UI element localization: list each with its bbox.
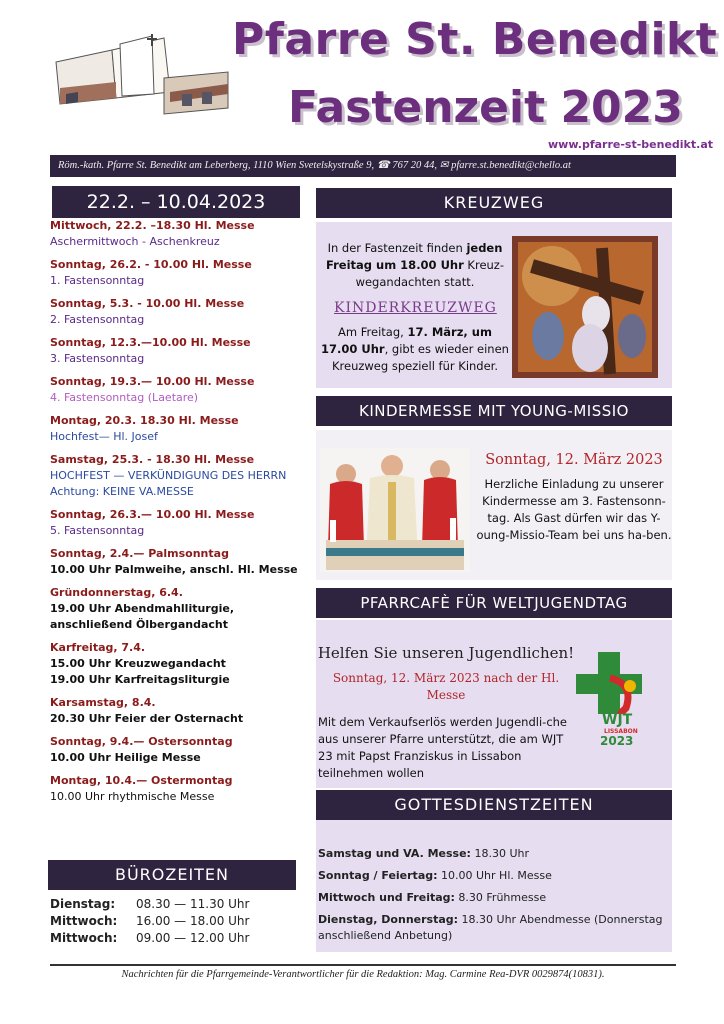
kreuzweg-panel (316, 222, 672, 388)
schedule-item (50, 257, 300, 289)
schedule-description: HOCHFEST — VERKÜNDIGUNG DES HERRN (50, 469, 287, 482)
schedule-description: Aschermittwoch - Aschenkreuz (50, 235, 220, 248)
office-heading (48, 860, 296, 890)
kindermesse-panel (316, 430, 672, 580)
schedule-date: Mittwoch, 22.2. –18.30 Hl. Messe (50, 219, 255, 232)
office-time: 09.00 — 12.00 Uhr (136, 931, 250, 945)
schedule-date: Sonntag, 2.4.— Palmsonntag (50, 547, 229, 560)
service-label: Samstag und VA. Messe: (318, 847, 471, 860)
kindermesse-text: Herzliche Einladung zu unserer Kindermesse am 3. Fastensonn-tag. Als Gast dürfen wir das Y-oung-Missio-Team bei uns ha-ben. (476, 477, 672, 542)
schedule-description: Achtung: KEINE VA.MESSE (50, 485, 194, 498)
young-missio-photo (320, 448, 470, 572)
schedule-description: 19.00 Uhr Abendmahlliturgie, (50, 602, 235, 615)
schedule-item (50, 296, 300, 328)
office-day: Mittwoch: (50, 931, 118, 945)
service-time-row (318, 868, 668, 884)
schedule-item (50, 374, 300, 406)
schedule-date: Montag, 20.3. 18.30 Hl. Messe (50, 414, 239, 427)
gottesdienst-heading-label: GOTTESDIENSTZEITEN (394, 795, 594, 814)
title-season: Fastenzeit 2023 (288, 82, 683, 133)
wjt-logo-text: WJT (602, 712, 633, 728)
schedule-date: Samstag, 25.3. - 18.30 Hl. Messe (50, 453, 255, 466)
gottesdienst-heading (316, 790, 672, 820)
schedule-date: Karsamstag, 8.4. (50, 696, 156, 709)
footer-imprint: Nachrichten für die Pfarrgemeinde-Verantwortlicher für die Redaktion: Mag. Carmine Rea-DVR 0029874(10831). (50, 964, 676, 980)
kinderkreuzweg-heading: KINDERKREUZWEG (334, 300, 497, 316)
wjt-logo (574, 648, 650, 748)
kreuzweg-text: In der Fastenzeit finden jeden Freitag um 18.00 Uhr Kreuz-wegandachten statt. (325, 241, 504, 289)
address-bar: Röm.-kath. Pfarre St. Benedikt am Leberberg, 1110 Wien Svetelskystraße 9, ☎ 767 20 44, ✉ pfarre.st.benedikt@chello.at (50, 155, 676, 177)
schedule-date: Sonntag, 26.3.— 10.00 Hl. Messe (50, 508, 255, 521)
pfarrcafe-heading (316, 588, 672, 618)
kinderkreuzweg-text: Am Freitag, 17. März, um 17.00 Uhr, gibt es wieder einen Kreuzweg speziell für Kinder. (321, 325, 509, 373)
title-parish: Pfarre St. Benedikt (232, 14, 718, 65)
kreuzweg-painting (512, 236, 658, 378)
schedule-date: Gründonnerstag, 6.4. (50, 586, 183, 599)
schedule-item (50, 640, 300, 688)
schedule-item (50, 695, 300, 727)
office-row (50, 896, 296, 913)
schedule-description: 10.00 Uhr Palmweihe, anschl. Hl. Messe (50, 563, 298, 576)
schedule-date: Montag, 10.4.— Ostermontag (50, 774, 233, 787)
office-time: 16.00 — 18.00 Uhr (136, 914, 250, 928)
wjt-logo-year: 2023 (600, 734, 634, 748)
office-row (50, 913, 296, 930)
kreuzweg-heading (316, 188, 672, 218)
church-logo (52, 34, 232, 124)
schedule-item (50, 218, 300, 250)
schedule-description: 10.00 Uhr rhythmische Messe (50, 790, 215, 803)
schedule-item (50, 773, 300, 805)
kindermesse-heading-label: KINDERMESSE MIT YOUNG-MISSIO (359, 402, 629, 420)
pfarrcafe-date: Sonntag, 12. März 2023 nach der Hl. Messe (332, 671, 560, 702)
service-label: Dienstag, Donnerstag: (318, 913, 459, 926)
schedule-date: Sonntag, 12.3.—10.00 Hl. Messe (50, 336, 251, 349)
schedule-date: Sonntag, 9.4.— Ostersonntag (50, 735, 233, 748)
pfarrcafe-subheading: Helfen Sie unseren Jugendlichen! (317, 644, 575, 662)
service-label: Sonntag / Feiertag: (318, 869, 438, 882)
schedule-description: anschließend Ölbergandacht (50, 618, 228, 631)
schedule-item (50, 585, 300, 633)
service-value: 18.30 Uhr (470, 847, 529, 860)
office-day: Mittwoch: (50, 914, 118, 928)
schedule-description: 1. Fastensonntag (50, 274, 145, 287)
schedule-list (50, 218, 300, 812)
office-day: Dienstag: (50, 897, 116, 911)
schedule-date: Sonntag, 5.3. - 10.00 Hl. Messe (50, 297, 245, 310)
schedule-item (50, 335, 300, 367)
pfarrcafe-heading-label: PFARRCAFÈ FÜR WELTJUGENDTAG (360, 594, 628, 612)
service-time-row (318, 846, 668, 862)
schedule-description: 15.00 Uhr Kreuzwegandacht (50, 657, 226, 670)
schedule-heading (52, 186, 300, 218)
schedule-description: 5. Fastensonntag (50, 524, 145, 537)
service-time-row (318, 890, 668, 906)
office-time: 08.30 — 11.30 Uhr (136, 897, 250, 911)
schedule-item (50, 507, 300, 539)
schedule-date: Karfreitag, 7.4. (50, 641, 146, 654)
schedule-description: 3. Fastensonntag (50, 352, 145, 365)
schedule-item (50, 546, 300, 578)
service-time-row (318, 912, 668, 944)
pfarrcafe-panel (316, 620, 672, 788)
schedule-description: 10.00 Uhr Heilige Messe (50, 751, 201, 764)
service-value: 18.30 Uhr Abendmesse (Donnerstag anschließend Anbetung) (318, 913, 663, 942)
schedule-item (50, 452, 300, 500)
schedule-description: 19.00 Uhr Karfreitagsliturgie (50, 673, 230, 686)
website-link[interactable]: www.pfarre-st-benedikt.at (548, 138, 713, 151)
pfarrcafe-text: Mit dem Verkaufserlös werden Jugendli-che aus unserer Pfarre unterstützt, die am WJT 23 mit Papst Franziskus in Lissabon teilnehmen wollen (318, 715, 568, 780)
schedule-description: Hochfest— Hl. Josef (50, 430, 158, 443)
service-value: 10.00 Uhr Hl. Messe (437, 869, 552, 882)
schedule-description: 4. Fastensonntag (Laetare) (50, 391, 199, 404)
schedule-description: 20.30 Uhr Feier der Osternacht (50, 712, 244, 725)
gottesdienst-panel (316, 820, 672, 952)
kreuzweg-heading-label: KREUZWEG (443, 193, 545, 212)
wjt-logo-city: LISSABON (604, 728, 638, 735)
schedule-item (50, 734, 300, 766)
kindermesse-heading (316, 396, 672, 426)
date-range: 22.2. – 10.04.2023 (86, 191, 266, 213)
schedule-item (50, 413, 300, 445)
service-label: Mittwoch und Freitag: (318, 891, 455, 904)
schedule-date: Sonntag, 26.2. - 10.00 Hl. Messe (50, 258, 252, 271)
office-hours (50, 896, 296, 947)
schedule-description: 2. Fastensonntag (50, 313, 145, 326)
service-value: 8.30 Frühmesse (454, 891, 547, 904)
schedule-date: Sonntag, 19.3.— 10.00 Hl. Messe (50, 375, 255, 388)
kindermesse-date: Sonntag, 12. März 2023 (485, 452, 663, 468)
office-heading-label: BÜROZEITEN (114, 865, 230, 884)
office-row (50, 930, 296, 947)
